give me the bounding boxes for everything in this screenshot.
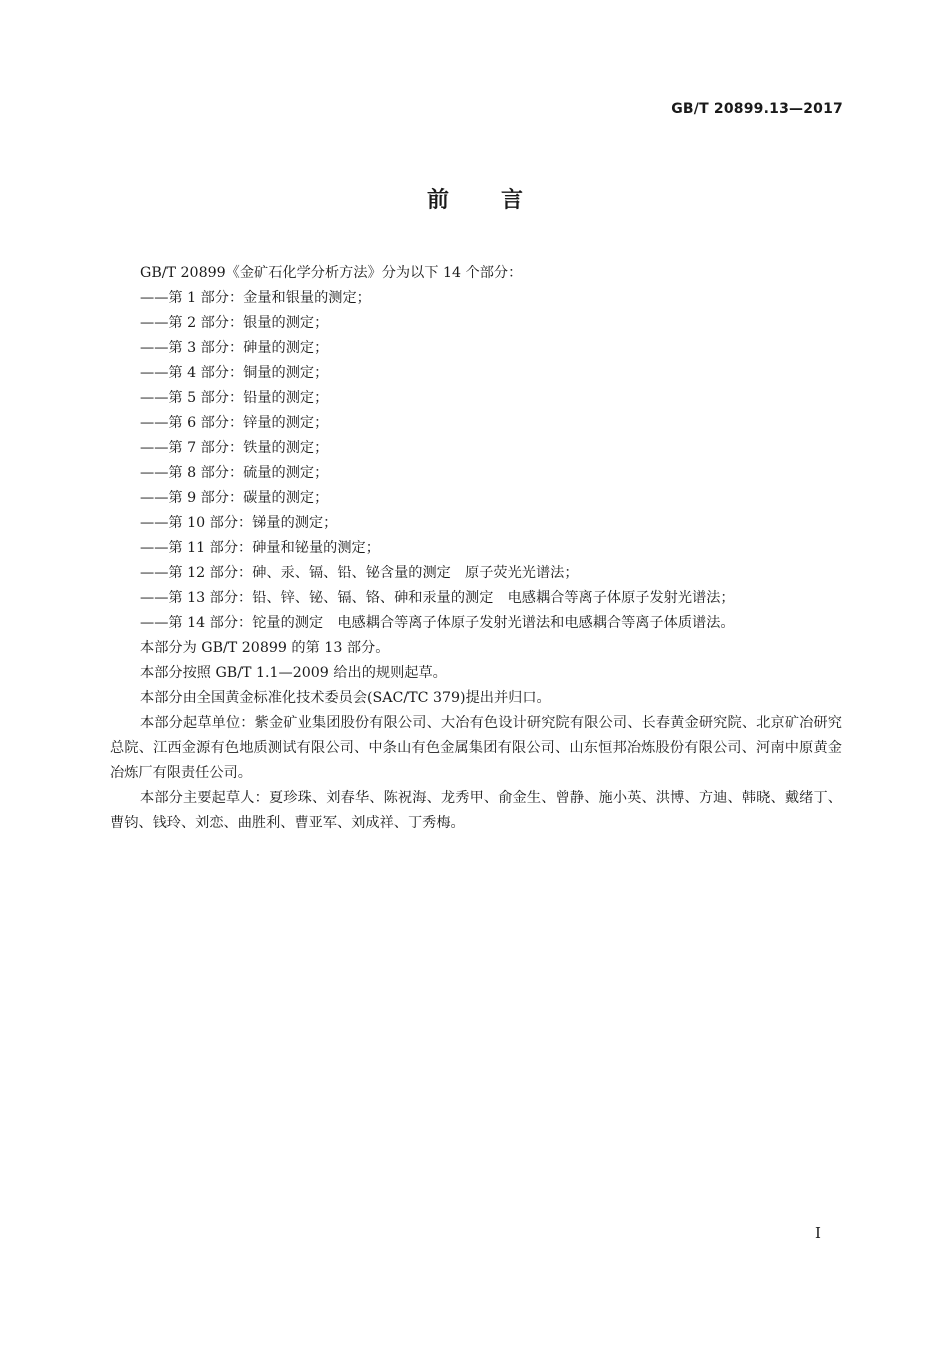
part-item-4: ——第 4 部分：铜量的测定； bbox=[140, 365, 329, 381]
part-item-11: ——第 11 部分：砷量和铋量的测定； bbox=[140, 540, 380, 556]
part-item-3: ——第 3 部分：砷量的测定； bbox=[140, 340, 329, 356]
title-char-1: 前 bbox=[426, 188, 449, 213]
part-item-1: ——第 1 部分：金量和银量的测定； bbox=[140, 290, 371, 306]
standard-code: GB/T 20899.13—2017 bbox=[671, 101, 843, 117]
drafting-units-paragraph: 本部分起草单位：紫金矿业集团股份有限公司、大冶有色设计研究院有限公司、长春黄金研究院、北京矿冶研究总院、江西金源有色地质测试有限公司、中条山有色金属集团有限公司、山东恒邦冶炼股份有限公司、河南中原黄金冶炼厂有限责任公司。 bbox=[110, 715, 842, 781]
drafters-paragraph: 本部分主要起草人：夏珍珠、刘春华、陈祝海、龙秀甲、俞金生、曾静、施小英、洪博、方迪、韩晓、戴绪丁、曹钧、钱玲、刘恋、曲胜利、曹亚军、刘成祥、丁秀梅。 bbox=[110, 790, 842, 831]
part-item-7: ——第 7 部分：铁量的测定； bbox=[140, 440, 329, 456]
part-item-9: ——第 9 部分：碳量的测定； bbox=[140, 490, 329, 506]
statement-proposer: 本部分由全国黄金标准化技术委员会(SAC/TC 379)提出并归口。 bbox=[140, 690, 551, 706]
part-item-12: ——第 12 部分：砷、汞、镉、铅、铋含量的测定 原子荧光光谱法； bbox=[140, 565, 579, 581]
part-item-13: ——第 13 部分：铅、锌、铋、镉、铬、砷和汞量的测定 电感耦合等离子体原子发射光谱法； bbox=[140, 590, 735, 606]
title-char-2: 言 bbox=[501, 188, 524, 213]
statement-part-number: 本部分为 GB/T 20899 的第 13 部分。 bbox=[140, 640, 390, 656]
foreword-body bbox=[110, 261, 842, 836]
page-title bbox=[0, 183, 950, 214]
part-item-6: ——第 6 部分：锌量的测定； bbox=[140, 415, 329, 431]
part-item-5: ——第 5 部分：铅量的测定； bbox=[140, 390, 329, 406]
statement-drafting-rules: 本部分按照 GB/T 1.1—2009 给出的规则起草。 bbox=[140, 665, 447, 681]
part-item-10: ——第 10 部分：锑量的测定； bbox=[140, 515, 338, 531]
part-item-14: ——第 14 部分：铊量的测定 电感耦合等离子体原子发射光谱法和电感耦合等离子体质谱法。 bbox=[140, 615, 735, 631]
intro-line: GB/T 20899《金矿石化学分析方法》分为以下 14 个部分： bbox=[140, 265, 523, 281]
part-item-2: ——第 2 部分：银量的测定； bbox=[140, 315, 329, 331]
part-item-8: ——第 8 部分：硫量的测定； bbox=[140, 465, 329, 481]
page-number: I bbox=[815, 1224, 821, 1242]
